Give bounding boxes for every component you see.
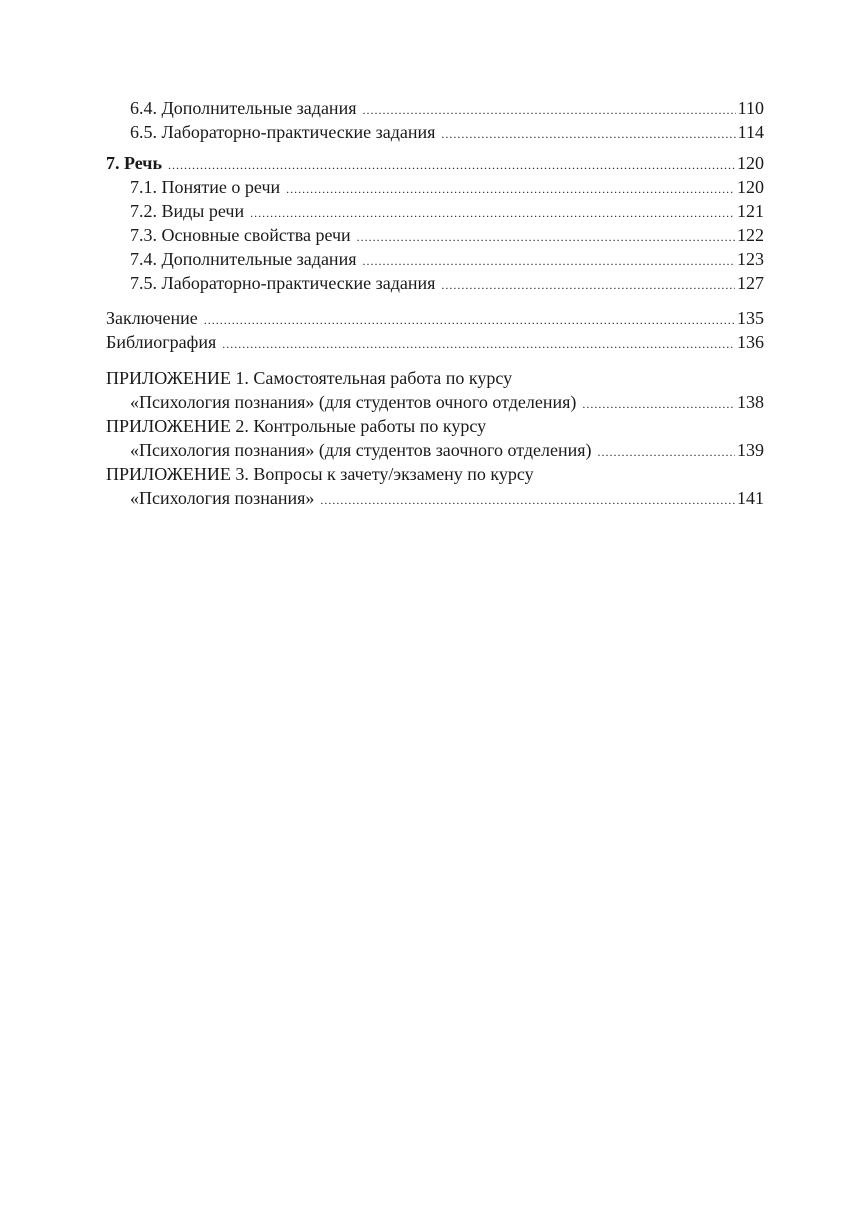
toc-entry-6-5 [106,120,764,144]
toc-entry-7-1 [106,175,764,199]
toc-page-number: 139 [737,440,764,460]
toc-chapter-7 [106,151,764,175]
dot-leader [441,273,735,297]
toc-page-number: 120 [737,153,764,173]
toc-page-number: 121 [737,201,764,221]
toc-appendix-1 [106,390,764,414]
dot-leader [320,488,735,512]
toc-entry-label: 7.5. Лабораторно-практические задания [130,273,436,293]
toc-entry-label: 7.4. Дополнительные задания [130,249,357,269]
toc-entry-label: «Психология познания» (для студентов очного отделения) [130,392,577,412]
toc-entry-7-3 [106,223,764,247]
toc-entry-7-5 [106,271,764,295]
dot-leader [250,201,735,225]
toc-page-number: 120 [737,177,764,197]
toc-entry-label: 6.5. Лабораторно-практические задания [130,122,436,142]
dot-leader [598,440,736,464]
toc-page-number: 127 [737,273,764,293]
toc-entry-7-2 [106,199,764,223]
toc-page-number: 136 [737,332,764,352]
toc-page-number: 138 [737,392,764,412]
toc-entry-label: 7.3. Основные свойства речи [130,225,351,245]
dot-leader [168,153,735,177]
toc-page-number: 114 [737,122,764,142]
toc-chapter-label: 7. Речь [106,153,162,173]
toc-appendix-2 [106,438,764,462]
dot-leader [357,225,735,249]
toc-entry-label: Библиография [106,332,217,352]
toc-entry-conclusion [106,306,764,330]
toc-entry-label: 7.1. Понятие о речи [130,177,281,197]
dot-leader [362,98,735,122]
dot-leader [204,308,735,332]
dot-leader [222,332,735,356]
dot-leader [582,392,735,416]
dot-leader [362,249,735,273]
toc-entry-label: 6.4. Дополнительные задания [130,98,357,118]
toc-entry-bibliography [106,330,764,354]
dot-leader [441,122,735,146]
toc-appendix-1-title: ПРИЛОЖЕНИЕ 1. Самостоятельная работа по курсу [106,368,513,388]
table-of-contents [106,96,764,510]
toc-page-number: 123 [737,249,764,269]
toc-page-number: 122 [737,225,764,245]
toc-appendix-2-title: ПРИЛОЖЕНИЕ 2. Контрольные работы по курсу [106,416,487,436]
toc-page-number: 135 [737,308,764,328]
toc-appendix-3 [106,486,764,510]
toc-entry-label: 7.2. Виды речи [130,201,245,221]
dot-leader [286,177,735,201]
toc-entry-label: Заключение [106,308,198,328]
toc-page-number: 110 [737,98,764,118]
toc-entry-label: «Психология познания» (для студентов заочного отделения) [130,440,592,460]
toc-entry-label: «Психология познания» [130,488,315,508]
toc-appendix-3-title: ПРИЛОЖЕНИЕ 3. Вопросы к зачету/экзамену по курсу [106,464,534,484]
toc-page-number: 141 [737,488,764,508]
toc-entry-6-4 [106,96,764,120]
toc-entry-7-4 [106,247,764,271]
